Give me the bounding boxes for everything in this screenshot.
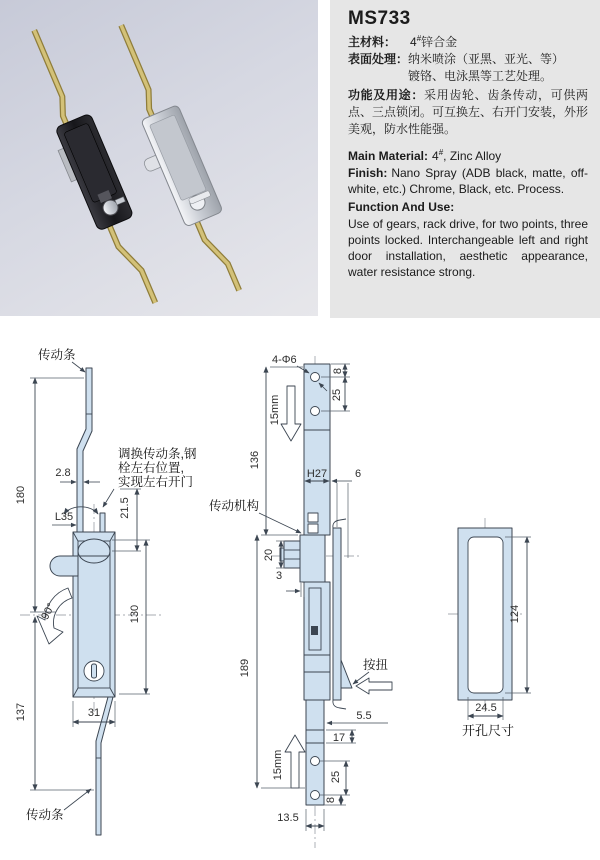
spec-chinese (348, 34, 588, 138)
dim-189: 189 (239, 658, 251, 678)
bottom-bar (306, 700, 324, 805)
button-label: 按扭 (363, 658, 389, 672)
material-row-en: Main Material: 4#, Zinc Alloy (348, 148, 502, 163)
dim-6: 6 (354, 468, 362, 480)
push-button (341, 660, 352, 688)
travel-arrow-down (281, 386, 301, 441)
dim-8-top: 8 (332, 367, 344, 375)
dim-180: 180 (15, 485, 27, 505)
note-line3: 实现左右开门 (118, 475, 194, 489)
dim-21-5: 21.5 (119, 497, 131, 519)
travel-bottom-label: 15mm (272, 749, 284, 781)
pin (100, 513, 105, 532)
dim-8-bottom: 8 (325, 796, 337, 804)
travel-top-label: 15mm (269, 394, 281, 426)
dim-5-5: 5.5 (356, 710, 372, 722)
dim-13-5: 13.5 (277, 812, 299, 824)
lock-photo-svg (0, 0, 318, 316)
chrome-lock-image (91, 17, 254, 305)
mechanism-upper (300, 535, 325, 582)
mechanism-lower (304, 582, 330, 700)
dim-17: 17 (332, 732, 346, 744)
material-value-cn: 4#锌合金 (410, 34, 458, 49)
dim-25-bottom: 25 (330, 770, 342, 784)
press-direction-arrow (356, 678, 392, 694)
dim-3: 3 (275, 570, 283, 582)
hex-nut (284, 541, 300, 568)
handle-pivot (78, 539, 110, 563)
cutout-drawing (448, 518, 531, 738)
mount-hole (311, 407, 320, 416)
note-line1: 调换传动条,钢 (118, 447, 197, 461)
dim-24-5: 24.5 (475, 702, 497, 714)
surface-value-cn: 纳米喷涂（亚黑、亚光、等） 镀铬、电泳黑等工艺处理。 (408, 52, 565, 83)
function-body-en: Use of gears, rack drive, for two points, three points locked. Interchangeable left and right door installation, aesthetic appearance, water resistance strong. (348, 217, 588, 279)
surface-label-cn: 表面处理： (348, 52, 409, 66)
mount-hole (311, 791, 320, 800)
holes-label: 4-Φ6 (272, 354, 297, 366)
travel-arrow-up (285, 735, 305, 788)
note-line2: 栓左右位置, (118, 461, 184, 475)
spec-english (348, 148, 588, 280)
dim-130: 130 (129, 604, 141, 624)
dim-L35: L35 (54, 511, 74, 523)
dim-124: 124 (509, 604, 521, 624)
drive-bar-top-label: 传动条 (38, 348, 76, 362)
rotate-90-label: 90° (39, 601, 58, 622)
dim-2-8: 2.8 (55, 467, 71, 479)
dim-25-top: 25 (331, 388, 343, 402)
drive-bar-bottom-label: 传动条 (26, 808, 64, 822)
technical-drawings (0, 330, 600, 855)
latch-tab-drawing (50, 556, 78, 576)
spec-panel (330, 0, 600, 318)
dim-136: 136 (249, 450, 261, 470)
cutout-caption: 开孔尺寸 (462, 723, 515, 738)
dim-137: 137 (15, 702, 27, 722)
mount-hole (311, 757, 320, 766)
cutout-hole (468, 537, 503, 693)
product-photo (0, 0, 318, 316)
function-title-en: Function And Use: (348, 200, 455, 214)
material-row-cn (348, 34, 588, 51)
product-title: MS733 (348, 8, 411, 29)
black-lock-image (11, 23, 168, 315)
dim-31: 31 (87, 707, 101, 719)
surface-row-cn (348, 51, 588, 85)
function-paragraph-cn: 功能及用途：采用齿轮、齿条传动，可供两点、三点锁闭。可互换左、右开门安装，外形美观，防水性能强。 (348, 88, 589, 136)
dim-20: 20 (263, 548, 275, 562)
mount-hole (311, 373, 320, 382)
front-view-drawing (209, 354, 392, 848)
left-side-view-drawing (15, 347, 196, 835)
finish-row-en: Finish: Nano Spray (ADB black, matte, off-white, etc.) Chrome, Black, etc. Process. (348, 166, 588, 196)
material-label-cn: 主材料： (348, 35, 397, 49)
drawings-svg (0, 330, 600, 855)
dim-H27: H27 (306, 468, 328, 480)
door-flange (333, 528, 341, 700)
mechanism-label: 传动机构 (209, 499, 260, 513)
